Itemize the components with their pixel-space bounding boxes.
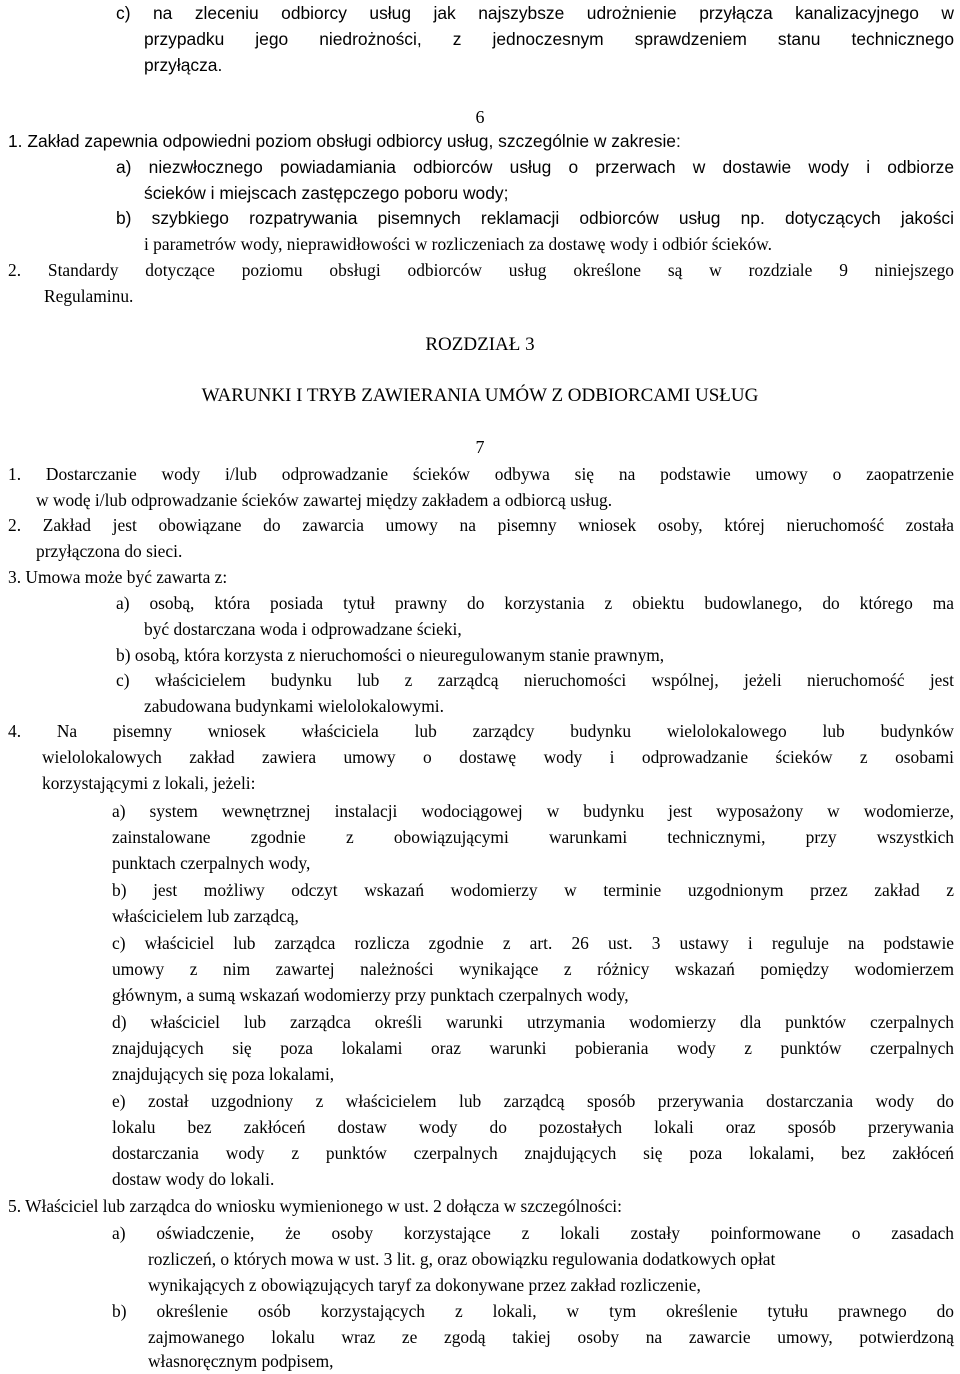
text-line: 5. Właściciel lub zarządca do wniosku wymienionego w ust. 2 dołącza w szczególności: xyxy=(8,1196,622,1216)
paragraph-number: 6 xyxy=(475,107,485,127)
text-line: d) właściciel lub zarządca określi warunki utrzymania wodomierzy dla punktów czerpalnych xyxy=(112,1012,954,1032)
text-line: 2. Standardy dotyczące poziomu obsługi odbiorców usług określone są w rozdziale 9 niniejszego xyxy=(8,260,954,280)
text-line: dostaw wody do lokali. xyxy=(112,1169,275,1189)
text-line: ścieków i miejscach zastępczego poboru wody; xyxy=(144,183,509,203)
text-line: a) system wewnętrznej instalacji wodociągowej w budynku jest wyposażony w wodomierze, xyxy=(112,801,954,821)
text-line: 1. Zakład zapewnia odpowiedni poziom obsługi odbiorcy usług, szczególnie w zakresie: xyxy=(8,131,681,151)
text-line: właścicielem lub zarządcą, xyxy=(112,906,299,926)
text-line: być dostarczana woda i odprowadzane ścieki, xyxy=(144,619,462,639)
text-line: a) niezwłocznego powiadamiania odbiorców usług o przerwach w dostawie wody i odbiorze xyxy=(116,157,954,177)
chapter-title: WARUNKI I TRYB ZAWIERANIA UMÓW Z ODBIORCAMI USŁUG xyxy=(201,385,759,406)
text-line: c) właściciel lub zarządca rozlicza zgodnie z art. 26 ust. 3 ustawy i reguluje na podstawie xyxy=(112,933,954,953)
text-line: c) na zleceniu odbiorcy usług jak najszybsze udrożnienie przyłącza kanalizacyjnego w xyxy=(116,3,954,23)
text-line: wynikających z obowiązujących taryf za dokonywane przez zakład rozliczenie, xyxy=(148,1275,701,1295)
text-line: dostarczania wody z punktów czerpalnych znajdujących się poza lokalami, bez zakłóceń xyxy=(112,1143,954,1163)
text-line: w wodę i/lub odprowadzanie ścieków zawartej między zakładem a odbiorcą usług. xyxy=(36,490,613,510)
text-line: zainstalowane zgodnie z obowiązującymi warunkami technicznymi, przy wszystkich xyxy=(112,827,954,847)
text-line: przyłącza. xyxy=(144,55,223,75)
text-line: umowy z nim zawartej należności wynikające z różnicy wskazań pomiędzy wodomierzem xyxy=(112,959,954,979)
text-line: znajdujących się poza lokalami oraz warunki pobierania wody z punktów czerpalnych xyxy=(112,1038,954,1058)
text-line: 2. Zakład jest obowiązane do zawarcia umowy na pisemny wniosek osoby, której nieruchomość została xyxy=(8,515,954,535)
text-line: e) został uzgodniony z właścicielem lub zarządcą sposób przerywania dostarczania wody do xyxy=(112,1091,954,1111)
text-line: głównym, a sumą wskazań wodomierzy przy punktach czerpalnych wody, xyxy=(112,985,629,1005)
text-line: wielolokalowych zakład zawiera umowy o dostawę wody i odprowadzanie ścieków z osobami xyxy=(42,747,954,767)
text-line: i parametrów wody, nieprawidłowości w rozliczeniach za dostawę wody i odbiór ścieków. xyxy=(144,234,772,254)
text-line: 4. Na pisemny wniosek właściciela lub zarządcy budynku wielolokalowego lub budynków xyxy=(8,721,954,741)
text-line: zajmowanego lokalu wraz ze zgodą takiej osoby na zawarcie umowy, potwierdzoną xyxy=(148,1327,954,1347)
text-line: c) właścicielem budynku lub z zarządcą nieruchomości wspólnej, jeżeli nieruchomość jest xyxy=(116,670,954,690)
text-line: b) osobą, która korzysta z nieruchomości o nieuregulowanym stanie prawnym, xyxy=(116,645,665,665)
text-line: lokalu bez zakłóceń dostaw wody do pozostałych lokali oraz sposób przerywania xyxy=(112,1117,954,1137)
text-line: Regulaminu. xyxy=(44,286,134,306)
text-line: a) osobą, która posiada tytuł prawny do korzystania z obiektu budowlanego, do którego ma xyxy=(116,593,954,613)
text-line: przyłączona do sieci. xyxy=(36,541,183,561)
chapter-number: ROZDZIAŁ 3 xyxy=(425,334,535,355)
paragraph-number: 7 xyxy=(475,437,485,457)
text-line: punktach czerpalnych wody, xyxy=(112,853,311,873)
text-line: przypadku jego niedrożności, z jednoczesnym sprawdzeniem stanu technicznego xyxy=(144,29,954,49)
text-line: a) oświadczenie, że osoby korzystające z lokali zostały poinformowane o zasadach xyxy=(112,1223,954,1243)
text-line: b) szybkiego rozpatrywania pisemnych reklamacji odbiorców usług np. dotyczących jakości xyxy=(116,208,954,228)
text-line: 3. Umowa może być zawarta z: xyxy=(8,567,228,587)
text-line: rozliczeń, o których mowa w ust. 3 lit. g, oraz obowiązku regulowania dodatkowych opłat xyxy=(148,1249,776,1269)
text-line: b) jest możliwy odczyt wskazań wodomierzy w terminie uzgodnionym przez zakład z xyxy=(112,880,954,900)
text-line: b) określenie osób korzystających z lokali, w tym określenie tytułu prawnego do xyxy=(112,1301,954,1321)
text-line: znajdujących się poza lokalami, xyxy=(112,1064,335,1084)
text-line: zabudowana budynkami wielolokalowymi. xyxy=(144,696,444,716)
text-line: 1. Dostarczanie wody i/lub odprowadzanie ścieków odbywa się na podstawie umowy o zaopatrzenie xyxy=(8,464,954,484)
text-line: własnoręcznym podpisem, xyxy=(148,1351,334,1371)
text-line: korzystającymi z lokali, jeżeli: xyxy=(42,773,256,793)
